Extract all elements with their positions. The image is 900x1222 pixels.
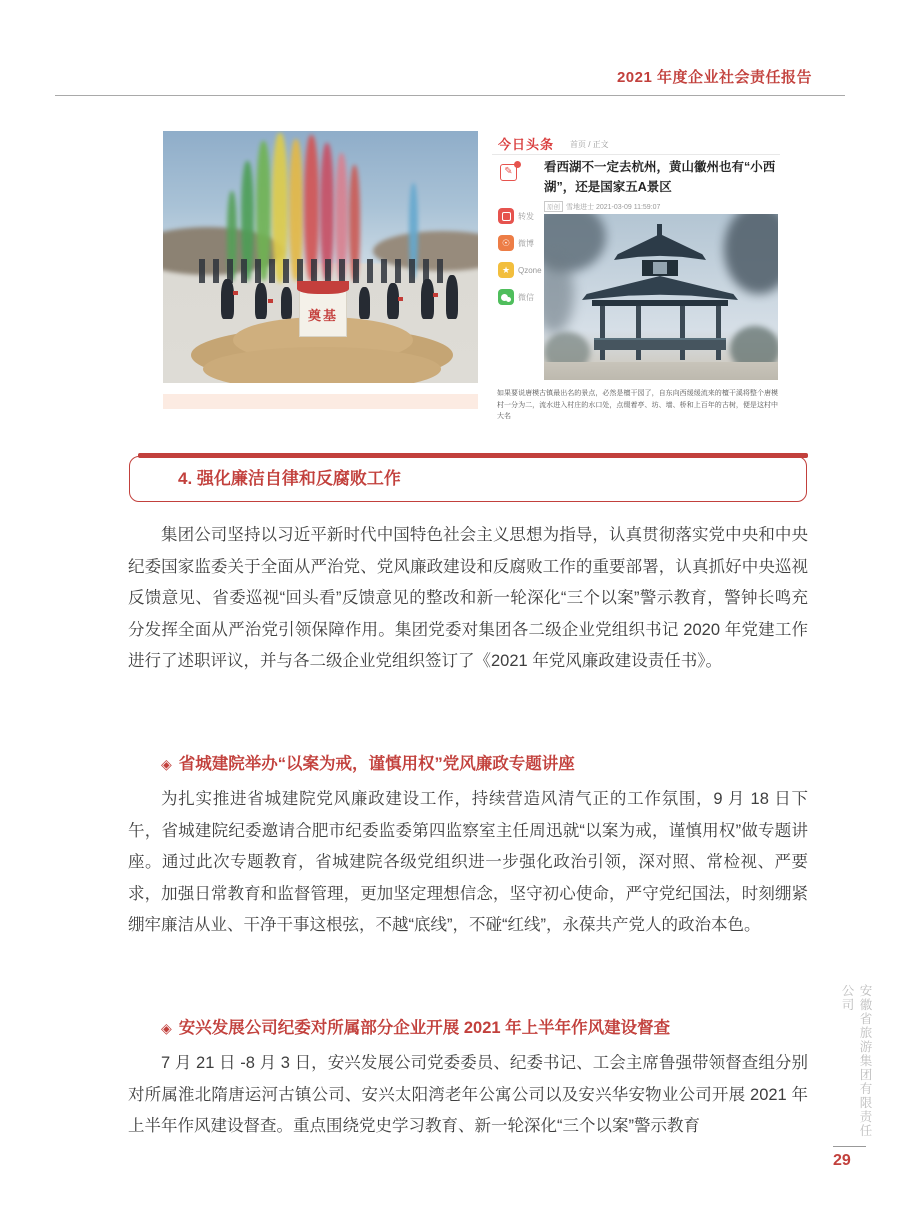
weibo-icon: ☉ [498,235,514,251]
paragraph: 7 月 21 日 -8 月 3 日，安兴发展公司党委委员、纪委书记、工会主席鲁强带领督查组分别对所属淮北隋唐运河古镇公司、安兴太阳湾老年公寓公司以及安兴华安物业公司开展 2021 年上半年作风建设督查。重点围绕党史学习教育、新一轮深化“三个以案”警示教育 [128,1054,808,1135]
subsection-heading [128,1014,808,1038]
pavilion-lower-roof [582,276,738,300]
share-qzone-button: ★ Qzone [498,262,542,278]
pavilion-column [680,306,685,360]
person-silhouette [387,283,399,319]
pavilion-beam [592,300,728,306]
pavilion-plaque [653,262,667,274]
red-flag [233,291,238,295]
breadcrumb: 首页 / 正文 [570,140,609,149]
red-drape [297,281,349,294]
person-silhouette [421,279,434,319]
groundbreaking-sign [299,289,347,337]
diamond-bullet-icon: ◈ [161,1020,172,1036]
subsection-heading-text: 安兴发展公司纪委对所属部分企业开展 2021 年上半年作风建设督查 [178,1019,671,1037]
photo-caption-bar [163,394,478,409]
person-silhouette [281,287,292,319]
share-weibo-button: ☉ 微博 [498,235,534,251]
article-byline [544,201,660,212]
qzone-icon: ★ [498,262,514,278]
byline-text: 雪地进士 2021-03-09 11:59:07 [566,204,661,211]
groundbreaking-ceremony-photo [163,131,478,383]
subsection-heading-text: 省城建院举办“以案为戒，谨慎用权”党风廉政专题讲座 [178,755,575,773]
section-heading-box [129,456,807,502]
person-silhouette [255,283,267,319]
red-flag [433,293,438,297]
section-accent-bar [138,453,808,458]
comment-badge [514,161,521,168]
share-repost-button: 转发 [498,208,534,224]
pavilion-photo [544,214,778,380]
pavilion-column [600,306,605,360]
header-divider [55,95,845,96]
repost-icon [498,208,514,224]
paragraph: 集团公司坚持以习近平新时代中国特色社会主义思想为指导，认真贯彻落实党中央和中央纪委国家监委关于全面从严治党、党风廉政建设和反腐败工作的重要部署，认真抓好中央巡视反馈意见、省委巡视“回头看”反馈意见的整改和新一轮深化“三个以案”警示教育，警钟长鸣充分发挥全面从严治党引领保障作用。集团党委对集团各二级企业党组织书记 2020 年党建工作进行了述职评议，并与各二级企业党组织签订了《2021 年党风廉政建设责任书》。 [128,526,808,670]
tree-shape [724,214,778,294]
share-wechat-button: 微信 [498,289,534,305]
company-name-vertical: 安徽省旅游集团有限责任公司 [840,984,872,1138]
ground [544,362,778,380]
diamond-bullet-icon: ◈ [161,756,172,772]
article-title: 看西湖不一定去杭州，黄山徽州也有“小西湖”，还是国家五A景区 [544,160,776,194]
person-silhouette [359,287,370,319]
subsection-heading [128,750,808,774]
pavilion-railing [594,338,726,350]
pavilion-column [716,306,721,360]
section-title: 4. 强化廉洁自律和反腐败工作 [178,469,401,488]
original-tag: 原创 [544,201,563,212]
news-app-screenshot [490,128,782,420]
footer-divider [833,1146,866,1147]
red-flag [268,299,273,303]
toutiao-logo: 今日头条 [498,137,555,152]
pavilion-column [636,306,641,360]
divider [492,154,780,155]
person-silhouette [446,275,458,319]
crowd-silhouettes [199,259,448,283]
comment-compose-icon: ✎ [500,164,517,181]
report-header-title: 2021 年度企业社会责任报告 [616,69,812,86]
pavilion-upper-roof [614,234,706,260]
paragraph: 为扎实推进省城建院党风廉政建设工作，持续营造风清气正的工作氛围，9 月 18 日下午，省城建院纪委邀请合肥市纪委监委第四监察室主任周迅就“以案为戒，谨慎用权”做专题讲座。通过此次专题教育，省城建院各级党组织进一步强化政治引领，深对照、常检视、严要求，加强日常教育和监督管理，更加坚定理想信念，坚守初心使命，严守党纪国法，时刻绷紧绷牢廉洁从业、干净干事这根弦，不越“底线”，不碰“红线”，永葆共产党人的政治本色。 [128,790,808,934]
page-number: 29 [833,1152,851,1169]
pavilion-finial [657,224,662,236]
sign-text: 奠基 [307,308,338,323]
sand-mound [203,347,441,383]
wechat-icon [498,289,514,305]
article-caption: 如果要说唐模古镇最出名的景点，必然是檀干园了，自东向西缓缓流来的檀干溪将整个唐模村一分为二，流水进入村庄的水口处，点缀着亭、坊、墙、桥和上百年的古树，便是这村中大名 [497,390,778,420]
person-silhouette [221,279,234,319]
red-flag [398,297,403,301]
